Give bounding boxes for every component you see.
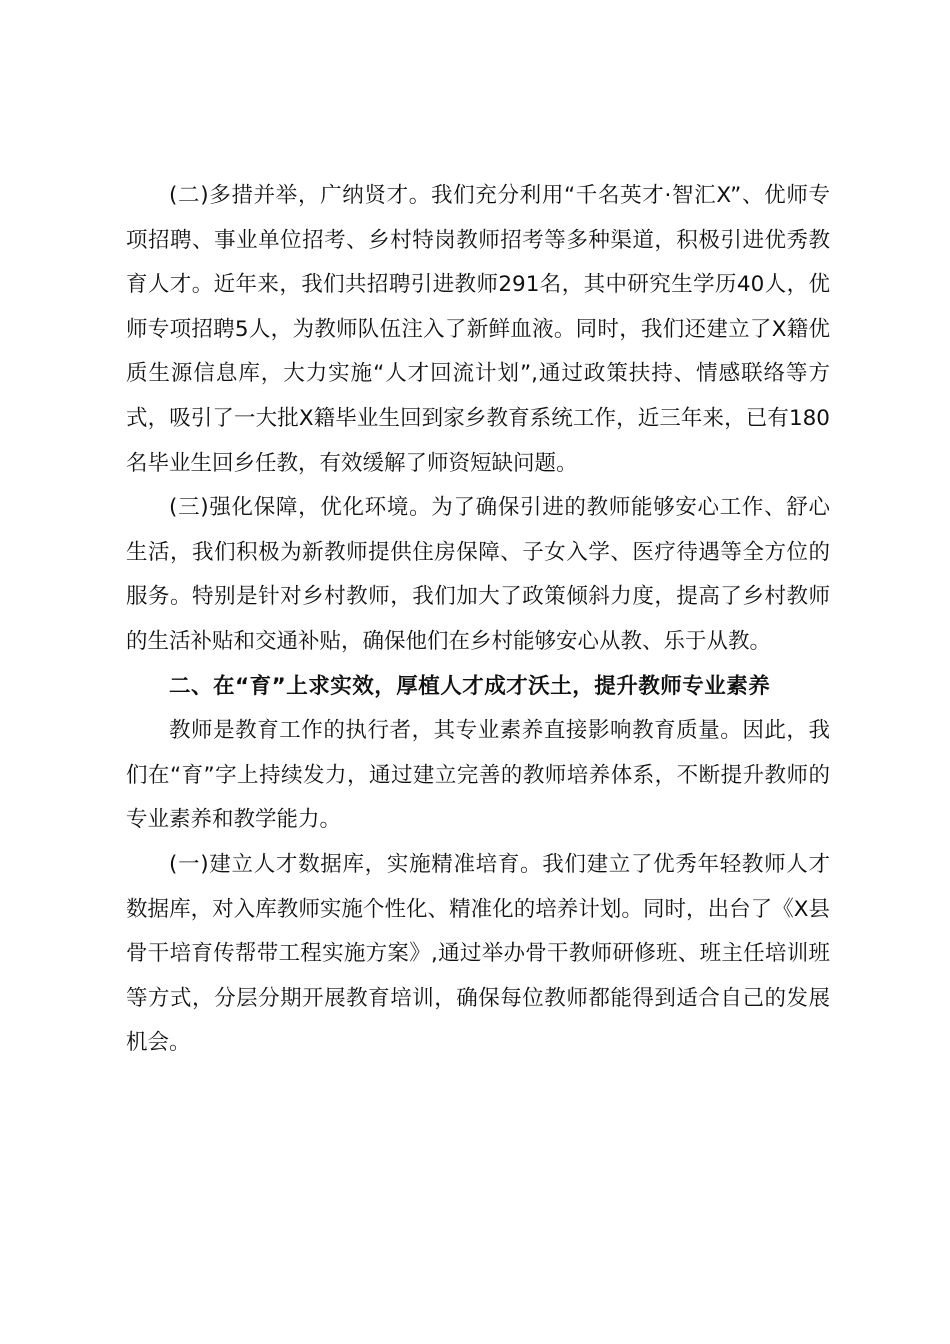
document-body — [126, 174, 830, 1066]
paragraph-talent-database: (一)建立人才数据库，实施精准培育。我们建立了优秀年轻教师人才数据库，对入库教师实施个性化、精准化的培养计划。同时，出台了《X县骨干培育传帮带工程实施方案》,通过举办骨干教师研修班、班主任培训班等方式，分层分期开展教育培训，确保每位教师都能得到适合自己的发展机会。 — [126, 851, 830, 1056]
section-heading-cultivation: 二、在“育”上求实效，厚植人才成才沃土，提升教师专业素养 — [169, 673, 771, 699]
paragraph-support-environment: (三)强化保障，优化环境。为了确保引进的教师能够安心工作、舒心生活，我们积极为新教师提供住房保障、子女入学、医疗待遇等全方位的服务。特别是针对乡村教师，我们加大了政策倾斜力度，提高了乡村教师的生活补贴和交通补贴，确保他们在乡村能够安心从教、乐于从教。 — [126, 495, 830, 654]
paragraph-cultivation-intro: 教师是教育工作的执行者，其专业素养直接影响教育质量。因此，我们在“育”字上持续发力，通过建立完善的教师培养体系，不断提升教师的专业素养和教学能力。 — [126, 718, 830, 833]
paragraph-recruitment-channels: (二)多措并举，广纳贤才。我们充分利用“千名英才·智汇X”、优师专项招聘、事业单位招考、乡村特岗教师招考等多种渠道，积极引进优秀教育人才。近年来，我们共招聘引进教师291名，其中研究生学历40人，优师专项招聘5人，为教师队伍注入了新鲜血液。同时，我们还建立了X籍优质生源信息库，大力实施“人才回流计划”,通过政策扶持、情感联络等方式，吸引了一大批X籍毕业生回到家乡教育系统工作，近三年来，已有180名毕业生回乡任教，有效缓解了师资短缺问题。 — [126, 183, 830, 476]
